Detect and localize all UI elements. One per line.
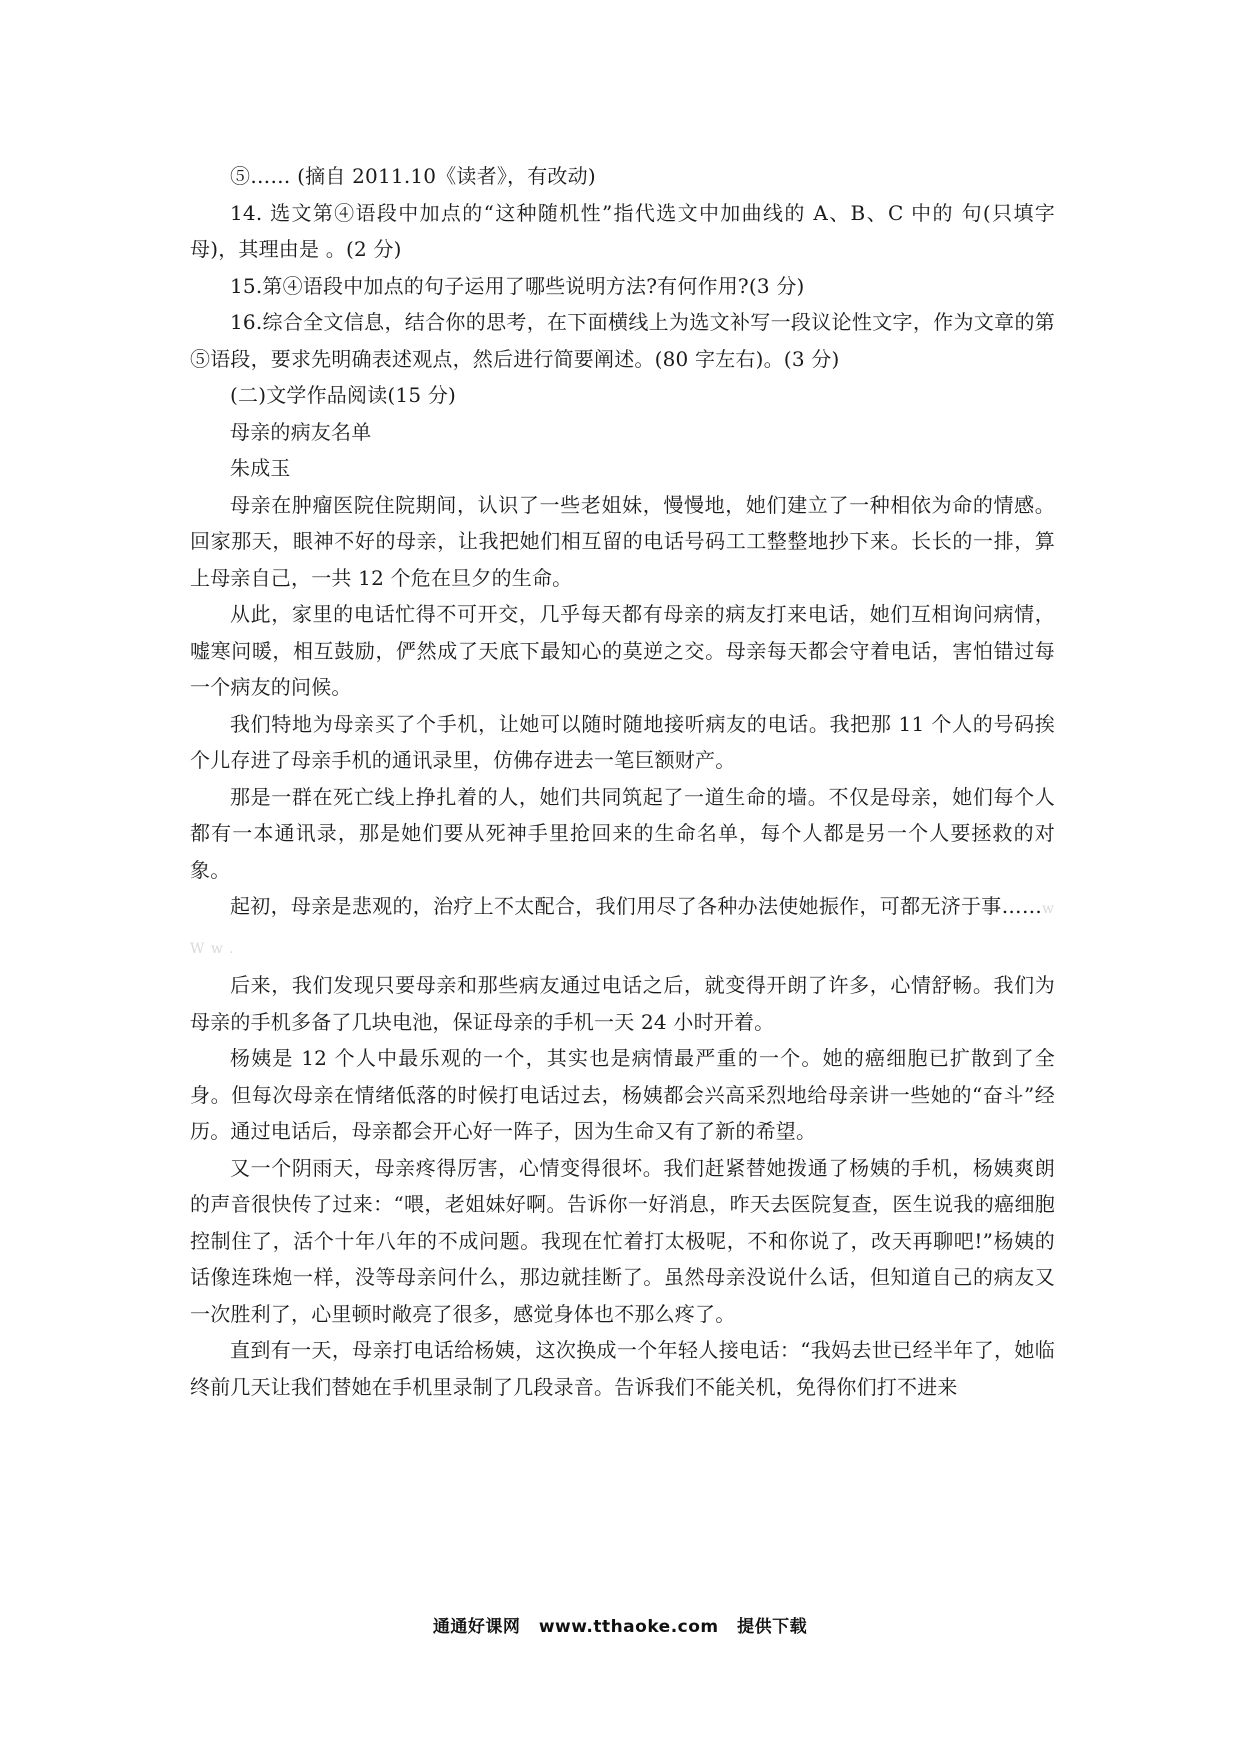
article-paragraph-5 [190, 888, 1055, 967]
watermark-text: w W w . [190, 901, 1055, 957]
question-15: 15.第④语段中加点的句子运用了哪些说明方法?有何作用?(3 分) [230, 273, 805, 298]
article-paragraph-4: 那是一群在死亡线上挣扎着的人，她们共同筑起了一道生命的墙。不仅是母亲，她们每个人都有一本通讯录，那是她们要从死神手里抢回来的生命名单，每个人都是另一个人要拯救的对象。 [190, 784, 1055, 882]
article-paragraph-8: 又一个阴雨天，母亲疼得厉害，心情变得很坏。我们赶紧替她拨通了杨姨的手机，杨姨爽朗的声音很快传了过来：“喂，老姐妹好啊。告诉你一好消息，昨天去医院复查，医生说我的癌细胞控制住了，活个十年八年的不成问题。我现在忙着打太极呢，不和你说了，改天再聊吧!”杨姨的话像连珠炮一样，没等母亲问什么，那边就挂断了。虽然母亲没说什么话，但知道自己的病友又一次胜利了，心里顿时敞亮了很多，感觉身体也不那么疼了。 [190, 1155, 1055, 1326]
article-paragraph-7: 杨姨是 12 个人中最乐观的一个，其实也是病情最严重的一个。她的癌细胞已扩散到了全身。但每次母亲在情绪低落的时候打电话过去，杨姨都会兴高采烈地给母亲讲一些她的“奋斗”经历。通过电话后，母亲都会开心好一阵子，因为生命又有了新的希望。 [190, 1046, 1055, 1143]
question-14: 14. 选文第④语段中加点的“这种随机性”指代选文中加曲线的 A、B、C 中的 句(只填字母)，其理由是 。(2 分) [190, 200, 1055, 261]
article-paragraph-3: 我们特地为母亲买了个手机，让她可以随时随地接听病友的电话。我把那 11 个人的号码挨个儿存进了母亲手机的通讯录里，仿佛存进去一笔巨额财产。 [190, 711, 1055, 772]
question-16: 16.综合全文信息，结合你的思考，在下面横线上为选文补写一段议论性文字，作为文章的第⑤语段，要求先明确表述观点，然后进行简要阐述。(80 字左右)。(3 分) [190, 310, 1055, 371]
footer-url: www.tthaoke.com [538, 1617, 719, 1637]
footer-site-name: 通通好课网 [432, 1617, 521, 1637]
article-paragraph-9: 直到有一天，母亲打电话给杨姨，这次换成一个年轻人接电话：“我妈去世已经半年了，她临终前几天让我们替她在手机里录制了几段录音。告诉我们不能关机，免得你们打不进来 [190, 1338, 1055, 1399]
footer-suffix: 提供下载 [737, 1617, 808, 1637]
document-body [190, 158, 1055, 1405]
excerpt-source-line: ⑤…… (摘自 2011.10《读者》，有改动) [230, 164, 596, 188]
article-paragraph-2: 从此，家里的电话忙得不可开交，几乎每天都有母亲的病友打来电话，她们互相询问病情，嘘寒问暖，相互鼓励，俨然成了天底下最知心的莫逆之交。母亲每天都会守着电话，害怕错过每一个病友的问候。 [190, 602, 1055, 699]
article-title: 母亲的病友名单 [230, 419, 372, 444]
page-footer [0, 1612, 1240, 1637]
article-paragraph-5-text: 起初，母亲是悲观的，治疗上不太配合，我们用尽了各种办法使她振作，可都无济于事…… [230, 894, 1043, 918]
article-paragraph-1: 母亲在肿瘤医院住院期间，认识了一些老姐妹，慢慢地，她们建立了一种相依为命的情感。回家那天，眼神不好的母亲，让我把她们相互留的电话号码工工整整地抄下来。长长的一排，算上母亲自己，一共 12 个危在旦夕的生命。 [190, 492, 1055, 590]
article-author: 朱成玉 [230, 456, 291, 480]
article-paragraph-6: 后来，我们发现只要母亲和那些病友通过电话之后，就变得开朗了许多，心情舒畅。我们为母亲的手机多备了几块电池，保证母亲的手机一天 24 小时开着。 [190, 973, 1055, 1034]
section-heading: (二)文学作品阅读(15 分) [230, 383, 457, 407]
